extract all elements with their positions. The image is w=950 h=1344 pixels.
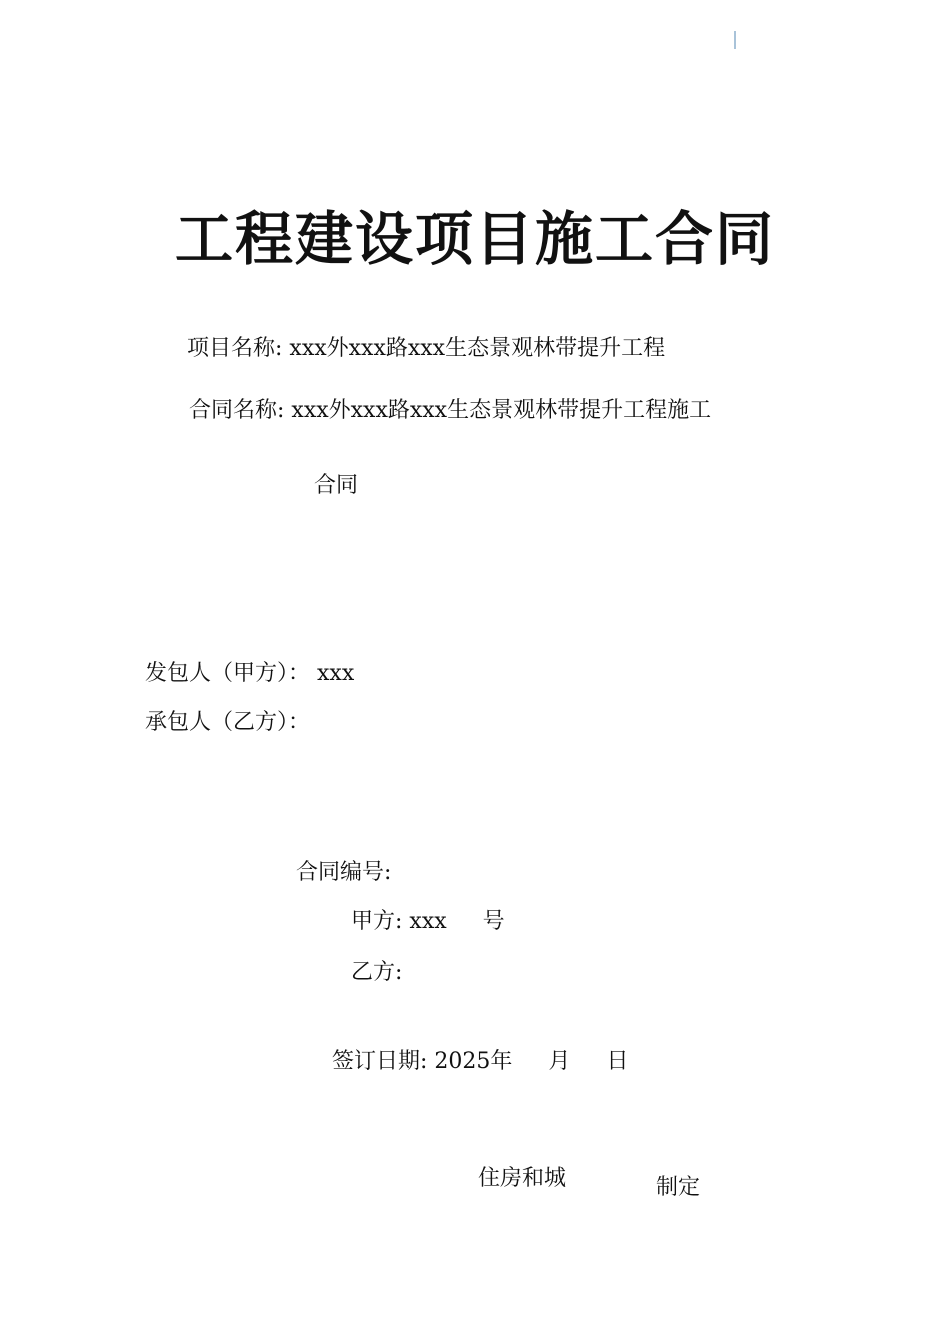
- document-title: 工程建设项目施工合同: [174, 205, 775, 273]
- signing-date-month: 月: [548, 1049, 571, 1074]
- issuer-action: 制定: [656, 1175, 701, 1200]
- signing-date-year: 2025年: [434, 1049, 513, 1074]
- signing-date-label: 签订日期:: [332, 1049, 428, 1074]
- party-a-suffix: 号: [482, 909, 505, 934]
- party-a-number-line: [351, 907, 505, 937]
- project-name-value: xxx外xxx路xxx生态景观林带提升工程: [289, 336, 666, 361]
- employer-label: 发包人（甲方）：: [145, 661, 311, 686]
- contract-name-continuation: 合同: [314, 473, 359, 498]
- project-name-label: 项目名称:: [187, 336, 283, 361]
- contractor-label: 承包人（乙方）：: [145, 710, 311, 735]
- issuer-org: 住房和城: [478, 1166, 567, 1191]
- contractor-line: [145, 708, 310, 738]
- party-a-label: 甲方:: [351, 909, 403, 934]
- cursor-mark: [734, 31, 736, 49]
- party-b-label: 乙方:: [351, 960, 403, 985]
- contract-name-line: [189, 396, 711, 426]
- employer-line: [145, 659, 354, 689]
- contract-name-value: xxx外xxx路xxx生态景观林带提升工程施工: [291, 398, 712, 423]
- party-b-number-line: [351, 958, 402, 988]
- signing-date-line: [332, 1047, 628, 1077]
- contract-name-label: 合同名称:: [189, 398, 285, 423]
- signing-date-day: 日: [606, 1049, 629, 1074]
- project-name-line: [187, 334, 665, 364]
- contract-number-label: 合同编号:: [296, 860, 392, 885]
- employer-value: xxx: [317, 661, 355, 686]
- party-a-value: xxx: [409, 909, 447, 934]
